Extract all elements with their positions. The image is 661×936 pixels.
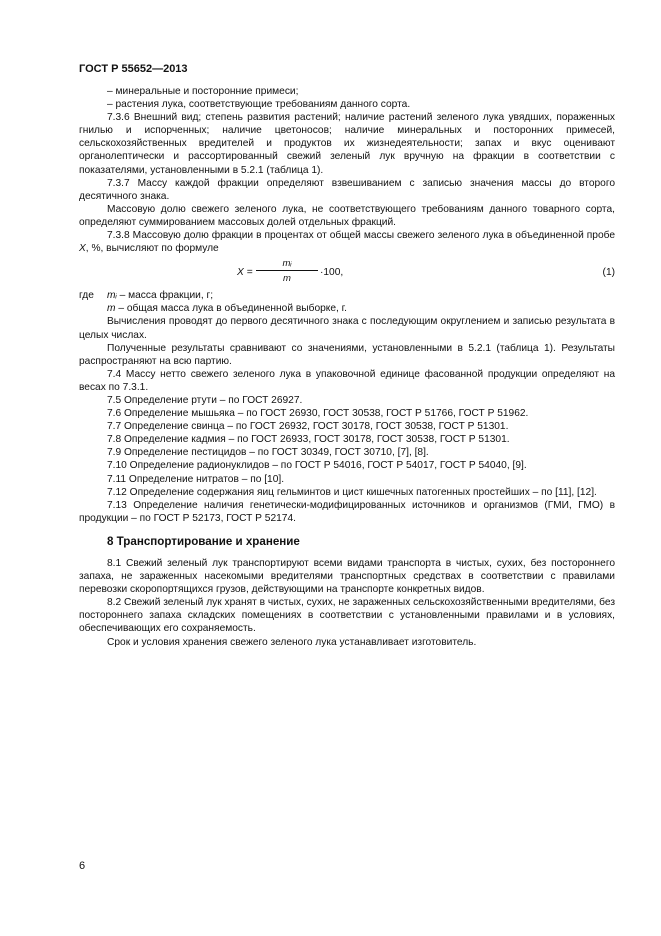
paragraph-7-4: 7.4 Массу нетто свежего зеленого лука в упаковочной единице фасованной продукции определяют на весах по 7.3.1. — [79, 368, 615, 393]
list-item-mineral-impurities: – минеральные и посторонние примеси; — [107, 86, 299, 97]
formula-denominator: m — [283, 273, 291, 285]
fraction-bar — [256, 270, 318, 271]
paragraph-7-3-8-pre: 7.3.8 Массовую долю фракции в процентах от общей массы свежего зеленого лука в объединенной пробе — [107, 230, 615, 242]
paragraph-7-9: 7.9 Определение пестицидов – по ГОСТ 30349, ГОСТ 30710, [7], [8]. — [107, 447, 429, 459]
paragraph-7-3-7: 7.3.7 Массу каждой фракции определяют взвешиванием с записью значения массы до второго десятичного знака. — [79, 177, 615, 202]
paragraph-7-3-8 — [79, 229, 615, 255]
formula-legend-line-2 — [79, 302, 615, 315]
legend-var-mi: mᵢ — [107, 290, 117, 302]
formula-number: (1) — [602, 267, 615, 279]
formula-legend-line-1 — [79, 289, 615, 302]
paragraph-7-8: 7.8 Определение кадмия – по ГОСТ 26933, ГОСТ 30178, ГОСТ 30538, ГОСТ Р 51301. — [107, 434, 510, 446]
paragraph-7-11: 7.11 Определение нитратов – по [10]. — [107, 473, 285, 485]
document-body — [79, 85, 615, 649]
formula-lhs: X = — [237, 267, 253, 279]
formula-legend-label: где — [79, 290, 94, 302]
document-header: ГОСТ Р 55652—2013 — [79, 63, 188, 75]
paragraph-calculations: Вычисления проводят до первого десятичного знака с последующим округлением и записью результата в целых числах. — [79, 316, 615, 341]
page-number: 6 — [79, 860, 86, 872]
paragraph-7-7: 7.7 Определение свинца – по ГОСТ 26932, ГОСТ 30178, ГОСТ 30538, ГОСТ Р 51301. — [107, 421, 509, 433]
paragraph-results: Полученные результаты сравнивают со значениями, установленными в 5.2.1 (таблица 1). Результаты распространяют на всю партию. — [79, 342, 615, 367]
paragraph-storage-terms: Срок и условия хранения свежего зеленого лука устанавливает изготовитель. — [107, 636, 477, 648]
formula-numerator: mᵢ — [282, 258, 292, 270]
legend-text-mi: – масса фракции, г; — [116, 290, 214, 302]
formula-multiplier: ·100, — [320, 267, 344, 279]
section-8-heading: 8 Транспортирование и хранение — [107, 534, 300, 548]
paragraph-7-10: 7.10 Определение радионуклидов – по ГОСТ Р 54016, ГОСТ Р 54017, ГОСТ Р 54040, [9]. — [107, 460, 527, 472]
paragraph-8-2: 8.2 Свежий зеленый лук хранят в чистых, сухих, не зараженных сельскохозяйственными вредителями, без постороннего запаха складских помещениях в соответствии с установленными правилами и в условиях, обеспечивающих его сохраняемость. — [79, 597, 615, 635]
legend-var-m: m — [107, 303, 116, 315]
formula-1 — [79, 257, 615, 287]
paragraph-7-12: 7.12 Определение содержания яиц гельминтов и цист кишечных патогенных простейших – по [11], [12]. — [107, 486, 597, 498]
paragraph-7-5: 7.5 Определение ртути – по ГОСТ 26927. — [107, 394, 303, 406]
paragraph-7-6: 7.6 Определение мышьяка – по ГОСТ 26930, ГОСТ 30538, ГОСТ Р 51766, ГОСТ Р 51962. — [107, 408, 529, 420]
paragraph-7-13: 7.13 Определение наличия генетически-модифицированных источников и организмов (ГМИ, ГМО) в продукции – по ГОСТ Р 52173, ГОСТ Р 52174. — [79, 499, 615, 524]
legend-text-m: – общая масса лука в объединенной выборке, г. — [115, 303, 347, 315]
paragraph-7-3-6: 7.3.6 Внешний вид; степень развития растений; наличие растений зеленого лука увядших, пораженных гнилью и испорченных; наличие цветоносов; наличие минеральных и посторонних примесей, сельскохозяйственных вредителей и продуктов их жизнедеятельности; запах и вкус оценивают органолептически и рассортированный свежий зеленый лук вручную на фракции в соответствии с показателями, установленными в 5.2.1 (таблица 1). — [79, 112, 615, 176]
paragraph-8-1: 8.1 Свежий зеленый лук транспортируют всеми видами транспорта в чистых, сухих, без постороннего запаха, не зараженных насекомыми вредителями транспортных средствах в соответствии с правилами перевозки скоропортящихся грузов, действующими на транспорте конкретных видов. — [79, 558, 615, 596]
paragraph-7-3-7-mass-fraction: Массовую долю свежего зеленого лука, не соответствующего требованиям данного товарного сорта, определяют суммированием массовых долей отдельных фракций. — [79, 203, 615, 228]
list-item-onion-plants: – растения лука, соответствующие требованиям данного сорта. — [107, 99, 411, 111]
paragraph-7-3-8-post: , %, вычисляют по формуле — [85, 243, 219, 255]
formula-fraction — [256, 257, 318, 285]
formula-variable-x: X — [79, 243, 86, 255]
